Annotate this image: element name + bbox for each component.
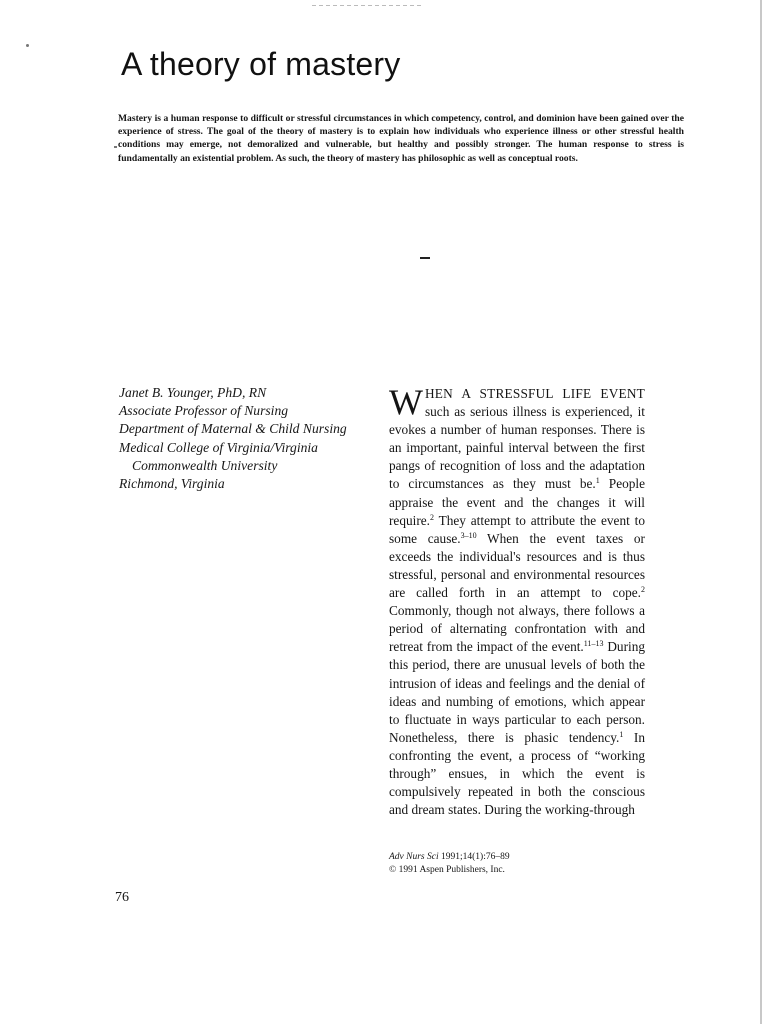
- article-abstract: Mastery is a human response to difficult or stressful circumstances in which competency, control, and dominion have been gained over the experience of stress. The goal of the theory of mastery is to explain how individuals who experience illness or other stressful health conditions may emerge, not demoralized and vulnerable, but healthy and possibly stronger. The human response to stress is fundamentally an existential problem. As such, the theory of mastery has philosophic as well as conceptual roots.: [118, 113, 684, 164]
- article-body-text: [389, 382, 645, 819]
- section-divider-dash: [420, 257, 430, 259]
- scan-speck: [26, 44, 29, 47]
- body-text-segment: Commonly, though not always, there follows a period of alternating confrontation with and retreat from the impact of the event.: [389, 603, 645, 655]
- lead-in: HEN A STRESSFUL LIFE EVENT: [424, 386, 645, 401]
- author-name: Janet B. Younger, PhD, RN: [119, 385, 267, 400]
- article-title: A theory of mastery: [121, 46, 401, 82]
- author-institution-continued: Commonwealth University: [132, 457, 278, 473]
- author-institution: Medical College of Virginia/Virginia: [119, 439, 318, 455]
- scan-artifact-top: [312, 5, 422, 6]
- scan-page-edge: [760, 0, 762, 1024]
- page-number: 76: [115, 890, 129, 905]
- body-text-segment: During this period, there are unusual levels of both the intrusion of ideas and feelings and the denial of ideas and numbing of emotions, which appear to fluctuate in ways particular to each person. Nonetheless, there is phasic tendency.: [389, 639, 645, 745]
- body-text-segment: They attempt to attribute the event to some cause.: [389, 512, 645, 546]
- drop-cap: W: [389, 382, 423, 422]
- body-text-segment: When the event taxes or exceeds the individual's resources and is thus stressful, personal and environmental resources are called forth in an attempt to cope.: [389, 530, 645, 601]
- scan-speck: [114, 146, 117, 148]
- reference-marker: 2: [429, 512, 434, 522]
- author-title: Associate Professor of Nursing: [119, 403, 289, 419]
- body-text-segment: People appraise the event and the changes it will require.: [389, 476, 645, 528]
- author-affiliation: [119, 384, 369, 493]
- journal-citation: [389, 851, 510, 877]
- copyright-notice: © 1991 Aspen Publishers, Inc.: [389, 865, 505, 875]
- journal-volume-pages: 1991;14(1):76–89: [438, 852, 510, 862]
- journal-name: Adv Nurs Sci: [389, 852, 439, 862]
- reference-marker: 11–13: [583, 639, 604, 649]
- reference-marker: 2: [641, 585, 645, 595]
- body-text-segment: such as serious illness is experienced, it evokes a number of human responses. There is an important, painful interval between the first pangs of recognition of loss and the adaptation to circumstances as they must be.: [389, 404, 645, 492]
- reference-marker: 3–10: [460, 530, 477, 540]
- reference-marker: 1: [619, 729, 624, 739]
- reference-marker: 1: [595, 476, 600, 486]
- body-text-segment: In confronting the event, a process of “working through” ensues, in which the event is compulsively repeated in both the conscious and dream states. During the working-through: [389, 729, 645, 818]
- author-location: Richmond, Virginia: [119, 476, 225, 492]
- author-department: Department of Maternal & Child Nursing: [119, 421, 347, 437]
